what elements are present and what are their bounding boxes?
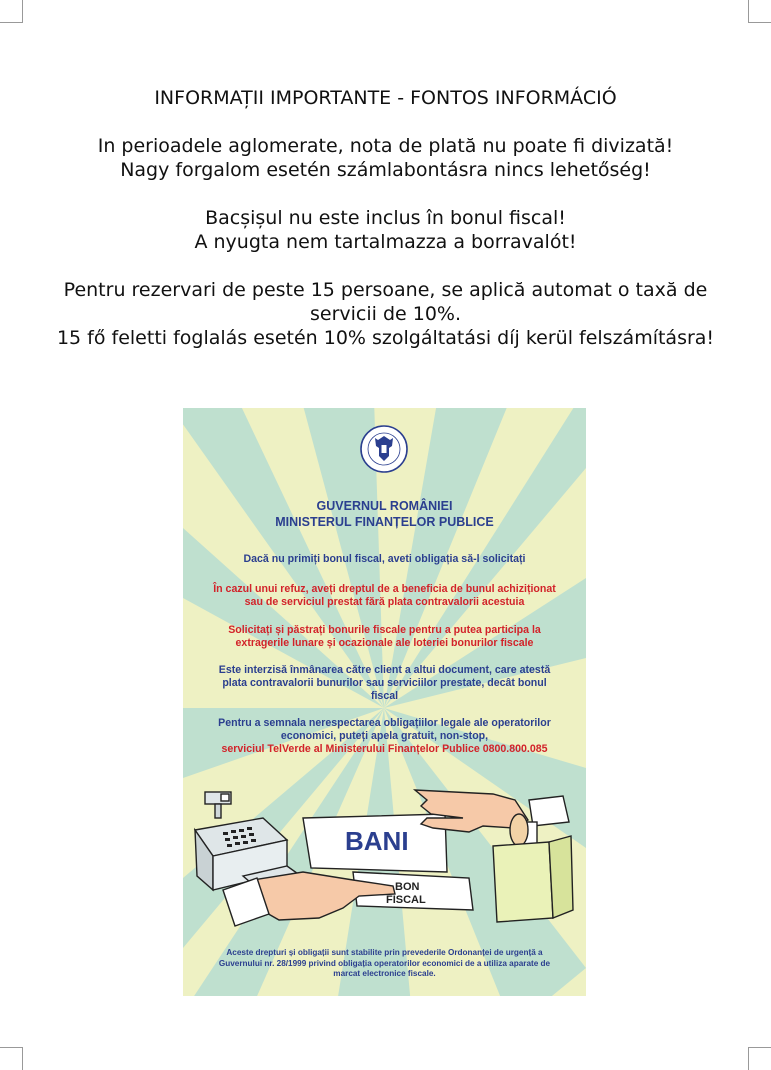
poster-rule-lottery	[191, 624, 578, 650]
fiscal-receipt-poster	[183, 408, 586, 996]
crop-mark-top-right	[748, 0, 771, 23]
poster-rule-other-document	[191, 664, 578, 703]
rule-line: sau de serviciul prestat fără plata contravalorii acestuia	[244, 596, 525, 608]
hand-icon	[415, 790, 569, 832]
heading-line: MINISTERUL FINANȚELOR PUBLICE	[275, 515, 494, 529]
important-notice	[30, 86, 741, 350]
rule-line: fiscal	[370, 690, 399, 702]
shopping-bag-icon	[493, 814, 573, 922]
notice-title: INFORMAȚII IMPORTANTE - FONTOS INFORMÁCIÓ	[154, 87, 617, 109]
heading-line: GUVERNUL ROMÂNIEI	[316, 499, 453, 513]
notice-line: servicii de 10%.	[309, 303, 462, 325]
notice-paragraph-tip	[30, 206, 741, 254]
rule-line: Pentru a semnala nerespectarea obligațiilor legale ale operatorilor	[218, 717, 551, 729]
notice-line: A nyugta nem tartalmazza a borravalót!	[194, 231, 577, 253]
bon-label: BON	[395, 881, 420, 893]
poster-rule-telverde	[191, 717, 578, 756]
rule-line: extragerile lunare și ocazionale ale loteriei bonurilor fiscale	[235, 637, 534, 649]
notice-line: Pentru rezervari de peste 15 persoane, se aplică automat o taxă de	[63, 279, 708, 301]
rule-line: Solicitați și păstrați bonurile fiscale pentru a putea participa la	[228, 624, 541, 636]
rule-line: Este interzisă înmânarea către client a altui document, care atestă	[218, 664, 551, 676]
footer-line: Aceste drepturi și obligații sunt stabilite prin prevederile Ordonanței de urgență a	[226, 948, 543, 957]
footer-line: marcat electronice fiscale.	[333, 969, 436, 978]
crop-mark-bottom-left	[0, 1047, 23, 1070]
romania-coat-of-arms-icon	[359, 424, 409, 474]
notice-paragraph-split-bill	[30, 134, 741, 182]
footer-line: Guvernului nr. 28/1999 privind obligația operatorilor economici de a utiliza aparate de	[218, 958, 551, 968]
rule-line: În cazul unui refuz, aveți dreptul de a beneficia de bunul achiziționat	[213, 583, 556, 595]
fiscal-label: FISCAL	[386, 894, 426, 906]
poster-rule-refusal	[191, 583, 578, 609]
notice-line: Nagy forgalom esetén számlabontásra nincs lehetőség!	[120, 159, 651, 181]
poster-legal-footer	[197, 948, 572, 980]
poster-rule-request-receipt	[191, 553, 578, 566]
crop-mark-bottom-right	[748, 1047, 771, 1070]
telverde-phone-line: serviciul TelVerde al Ministerului Finanțelor Publice 0800.800.085	[221, 743, 548, 755]
poster-heading	[191, 498, 578, 530]
rule-line: economici, puteți apela gratuit, non-stop,	[280, 730, 489, 742]
notice-line: Bacșișul nu este inclus în bonul fiscal!	[205, 207, 566, 229]
notice-line: In perioadele aglomerate, nota de plată nu poate fi divizată!	[97, 135, 674, 157]
crop-mark-top-left	[0, 0, 23, 23]
bani-label: BANI	[345, 826, 409, 856]
rule-line: plata contravalorii bunurilor sau serviciilor prestate, decât bonul	[222, 677, 547, 689]
cash-exchange-illustration	[183, 780, 586, 940]
rule-line: Dacă nu primiți bonul fiscal, aveti obligația să-l solicitați	[243, 553, 526, 565]
notice-paragraph-service-fee	[30, 278, 741, 350]
notice-line: 15 fő feletti foglalás esetén 10% szolgáltatási díj kerül felszámításra!	[56, 327, 715, 349]
